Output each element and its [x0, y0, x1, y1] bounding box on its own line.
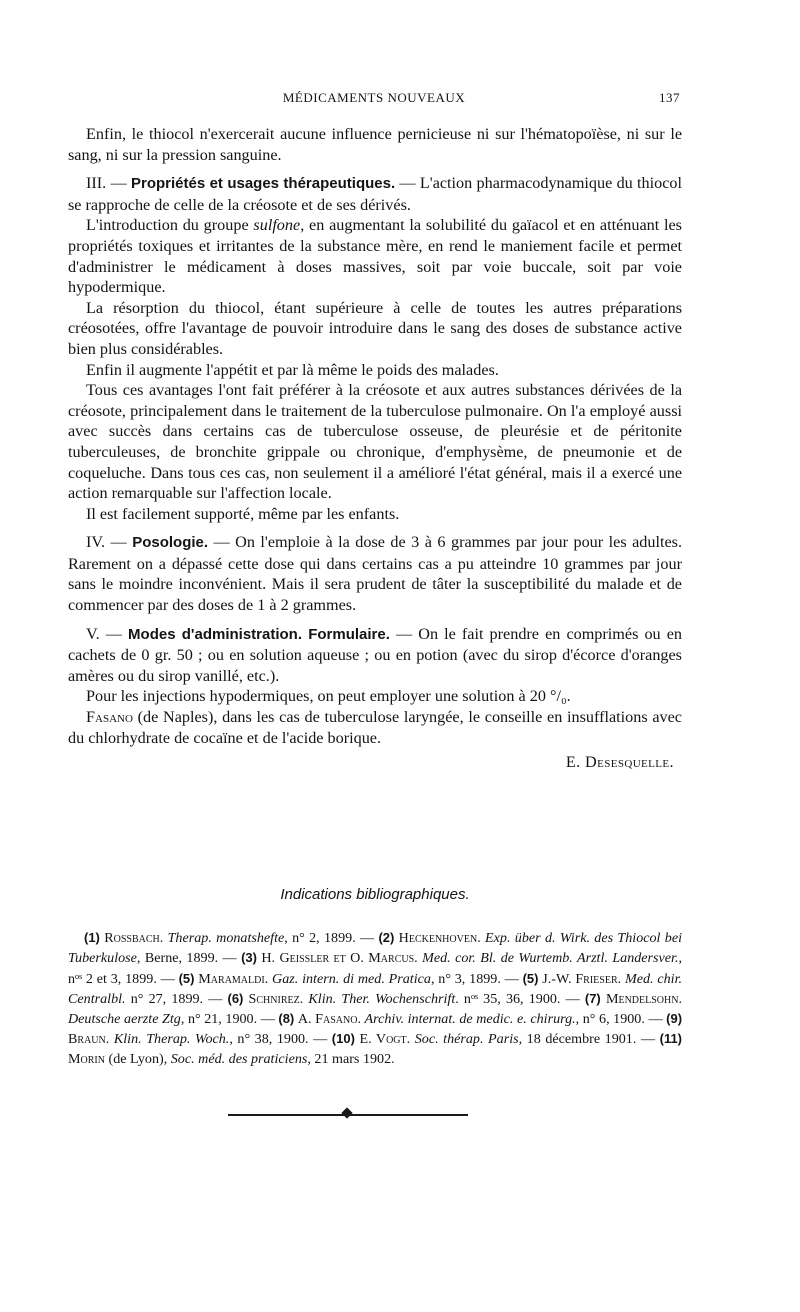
bibliography-heading: Indications bibliographiques.: [280, 886, 470, 903]
running-title: MÉDICAMENTS NOUVEAUX: [282, 90, 466, 105]
main-text: [68, 124, 682, 773]
section-heading: Posologie.: [132, 534, 209, 552]
section-number: III.: [86, 174, 107, 193]
section-administration: V. — Modes d'administration. Formulaire. — On le fait prendre en comprimés ou en cachets de 0 gr. 50 ; ou en solution aqueuse ; ou en potion (avec du sirop d'écorce d'oranges amères ou du sirop vanillé, etc.).: [68, 624, 683, 685]
bibliography-text: (1) Rossbach. Therap. monatshefte, n° 2, 1899. — (2) Heckenhoven. Exp. über d. Wirk. des Thiocol bei Tuberkulose, Berne, 1899. — (3) H. Geissler et O. Marcus. Med. cor. Bl. de Wurtemb. Arztl. Landersver., nᵒˢ 2 et 3, 1899. — (5) Maramaldi. Gaz. intern. di med. Pratica, n° 3, 1899. — (5) J.-W. Frieser. Med. chir. Centralbl. n° 27, 1899. — (6) Schnirez. Klin. Ther. Wochenschrift. nᵒˢ 35, 36, 1900. — (7) Mendelsohn. Deutsche aerzte Ztg, n° 21, 1900. — (8) A. Fasano. Archiv. internat. de medic. e. chirurg., n° 6, 1900. — (9) Braun. Klin. Therap. Woch., n° 38, 1900. — (10) E. Vogt. Soc. thérap. Paris, 18 décembre 1901. — (11) Morin (de Lyon), Soc. méd. des praticiens, 21 mars 1902.: [68, 930, 683, 1067]
diamond-ornament-icon: [341, 1107, 352, 1118]
page-number: 137: [659, 90, 680, 105]
paragraph-blood: Enfin, le thiocol n'exercerait aucune influence pernicieuse ni sur l'hématopoïèse, ni sur le sang, ni sur la pression sanguine.: [68, 125, 682, 164]
paragraph-advantages: Tous ces avantages l'ont fait préférer à la créosote et aux autres substances dérivées de la créosote, principalement dans le traitement de la tuberculose pulmonaire. On l'a employé aussi avec succès dans certains cas de tuberculose osseuse, de pleurésie et de péritonite tuberculeuses, de bronchite grippale ou chronique, d'emphysème, de pneumonie et de coqueluche. Dans tous ces cas, non seulement il a amélioré l'état général, mais il a exercé une action remarquable sur l'affection locale.: [68, 381, 682, 503]
section-properties: III. — Propriétés et usages thérapeutiques. — L'action pharmacodynamique du thiocol se rapproche de celle de la créosote et de ses dérivés.: [68, 174, 682, 214]
paragraph-tolerance: Il est facilement supporté, même par les enfants.: [86, 504, 400, 523]
paragraph-sulfone: L'introduction du groupe sulfone, en augmentant la solubilité du gaïacol et en atténuant les propriétés toxiques et irritantes de la substance mère, en rend le maniement facile et permet d'administrer le médicament à doses massives, soit par voie buccale, soit par voie hypodermique.: [68, 216, 682, 297]
bibliography: [68, 928, 682, 1069]
author-signature: E. Desesquelle.: [565, 753, 674, 772]
paragraph-appetite: Enfin il augmente l'appétit et par là même le poids des malades.: [86, 360, 499, 379]
page-header: [68, 90, 680, 112]
paragraph-resorption: La résorption du thiocol, étant supérieure à celle de toutes les autres préparations créosotées, offre l'avantage de pouvoir introduire dans le sang des doses de substance active bien plus considérables.: [68, 298, 682, 358]
author-name: Fasano: [86, 708, 133, 727]
paragraph-injections: Pour les injections hypodermiques, on peut employer une solution à 20 °/₀.: [86, 687, 571, 706]
section-heading: Propriétés et usages thérapeutiques.: [130, 175, 396, 193]
section-number: IV.: [86, 533, 106, 552]
section-heading: Modes d'administration. Formulaire.: [128, 625, 390, 643]
section-posology: IV. — Posologie. — On l'emploie à la dose de 3 à 6 grammes par jour pour les adultes. Rarement on a dépassé cette dose qui dans certains cas a pu atteindre 10 grammes par jour sans le moindre inconvénient. Mais il sera prudent de tâter la susceptibilité du malade et de commencer par des doses de 1 à 2 grammes.: [68, 533, 682, 615]
section-number: V.: [86, 624, 100, 643]
paragraph-fasano: Fasano (de Naples), dans les cas de tuberculose laryngée, le conseille en insufflations avec du chlorhydrate de cocaïne et de l'acide borique.: [68, 708, 682, 747]
